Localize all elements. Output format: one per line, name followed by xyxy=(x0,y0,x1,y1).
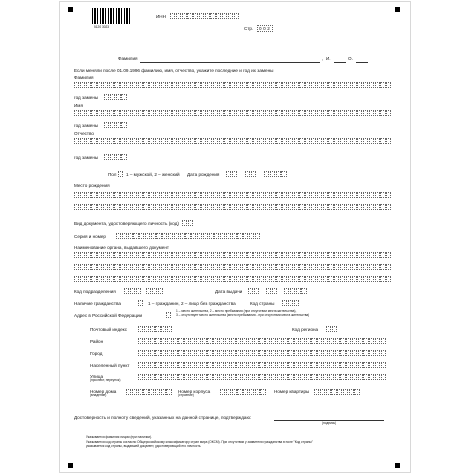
pol-hint: 1 – мужской, 2 – женский xyxy=(126,172,180,177)
familiya-cells[interactable] xyxy=(74,82,392,88)
confirm-text: Достоверность и полноту сведений, указанных на данной странице, подтверждаю: xyxy=(74,415,252,420)
nomer-korpusa-label: Номер корпуса xyxy=(178,389,211,394)
nomer-doma-label: Номер дома xyxy=(90,389,117,394)
god-zameny-1-cells[interactable] xyxy=(104,94,127,100)
otchestvo-label: Отчество xyxy=(74,131,94,136)
kod-podrazd-cells-1[interactable] xyxy=(124,288,141,294)
adres-hint-1: 1 – место жительства, 2 – место пребывания (при отсутствии места жительства), xyxy=(176,309,297,313)
data-vydachi-year[interactable] xyxy=(284,288,307,294)
naselennyi-punkt-label: Населенный пункт xyxy=(90,363,130,368)
footnote-1: Указывается фамилия лицом (при наличии). xyxy=(86,435,153,439)
i-line[interactable] xyxy=(334,62,346,63)
data-vydachi-day[interactable] xyxy=(248,288,260,294)
footnote-2: Указывается код страны согласно Общероссийскому классификатору стран мира (ОКСМ). При отсутствии у заявителя гражданства в поле "Код страны" xyxy=(86,440,313,444)
data-rozhdeniya-day[interactable] xyxy=(226,171,238,177)
gorod-label: Город xyxy=(90,351,103,356)
raion-cells[interactable] xyxy=(138,338,387,344)
pol-label: Пол xyxy=(108,172,117,177)
data-vydachi-month[interactable] xyxy=(266,288,278,294)
seriya-nomer-cells[interactable] xyxy=(116,233,261,239)
ulitsa-cells[interactable] xyxy=(138,374,387,380)
intro-text: Если меняли после 01.09.1996 фамилию, имя, отчество, укажите последние и год их замены xyxy=(74,68,274,73)
nomer-doma-hint: (владение) xyxy=(90,393,107,397)
nomer-doma-cells[interactable] xyxy=(126,389,172,395)
god-zameny-2-label: год замены xyxy=(74,123,99,128)
gorod-cells[interactable] xyxy=(138,350,387,356)
nomer-kvartiry-label: Номер квартиры xyxy=(274,389,310,394)
kod-regiona-cells[interactable] xyxy=(326,326,338,332)
god-zameny-1-label: год замены xyxy=(74,95,99,100)
data-vydachi-label: Дата выдачи xyxy=(215,289,243,294)
form-page xyxy=(60,2,410,472)
inn-cells[interactable] xyxy=(170,13,239,19)
naim-organa-cells-3[interactable] xyxy=(74,276,392,282)
nomer-korpusa-cells[interactable] xyxy=(220,389,266,395)
otchestvo-cells[interactable] xyxy=(74,138,392,144)
grazhdanstvo-hint: 1 – гражданин, 2 – лицо без гражданства xyxy=(148,301,236,306)
kod-strany-cells[interactable] xyxy=(282,300,299,306)
nomer-kvartiry-cells[interactable] xyxy=(314,389,360,395)
o-label: О. xyxy=(348,56,353,61)
barcode xyxy=(92,8,132,24)
adres-label: Адрес в Российской Федерации xyxy=(74,313,143,318)
god-zameny-3-cells[interactable] xyxy=(104,154,127,160)
pochtovyi-indeks-cells[interactable] xyxy=(138,326,173,332)
corner-marker-top-left xyxy=(68,7,73,12)
o-line[interactable] xyxy=(356,62,368,63)
corner-marker-top-right xyxy=(395,7,400,12)
naim-organa-label: Наименование органа, выдавшего документ xyxy=(74,245,169,250)
vid-dokumenta-label: Вид документа, удостоверяющего личность (код) xyxy=(74,221,179,226)
corner-marker-bottom-left xyxy=(68,463,73,468)
ulitsa-label: Улица xyxy=(90,374,104,379)
adres-hint-2: 3 – отсутствует место жительства (место пребывания - при отсутствии места жительства) xyxy=(176,313,310,317)
kod-podrazd-cells-2[interactable] xyxy=(146,288,163,294)
familiya-label: Фамилия xyxy=(74,75,94,80)
seriya-nomer-label: Серия и номер xyxy=(74,234,106,239)
corner-marker-bottom-right xyxy=(395,463,400,468)
raion-label: Район xyxy=(90,339,104,344)
i-label: И. xyxy=(326,56,331,61)
god-zameny-2-cells[interactable] xyxy=(104,122,127,128)
kod-strany-label: Код страны xyxy=(250,301,275,306)
data-rozhdeniya-month[interactable] xyxy=(245,171,257,177)
data-rozhdeniya-label: Дата рождения xyxy=(187,172,220,177)
page-number: 002 xyxy=(259,26,272,31)
mesto-rozhdeniya-cells-1[interactable] xyxy=(74,192,392,198)
naselennyi-punkt-cells[interactable] xyxy=(138,362,387,368)
nomer-korpusa-hint: (строение) xyxy=(178,393,194,397)
surname-row-label: Фамилия xyxy=(118,56,138,61)
god-zameny-3-label: год замены xyxy=(74,155,99,160)
naim-organa-cells-1[interactable] xyxy=(74,252,392,258)
surname-sep: , xyxy=(322,56,324,61)
mesto-rozhdeniya-label: Место рождения xyxy=(74,183,110,188)
grazhdanstvo-label: Наличие гражданства xyxy=(74,301,121,306)
inn-label: ИНН xyxy=(156,14,166,19)
kod-podrazd-label: Код подразделения xyxy=(74,289,116,294)
imya-label: Имя xyxy=(74,103,83,108)
page-label: Стр. xyxy=(244,26,254,31)
barcode-number: 5120 3023 xyxy=(94,25,110,29)
naim-organa-cells-2[interactable] xyxy=(74,264,392,270)
surname-line[interactable] xyxy=(140,62,320,63)
kod-regiona-label: Код региона xyxy=(292,327,319,332)
vid-dokumenta-cells[interactable] xyxy=(182,220,194,226)
ulitsa-hint: (проспект, переулок) xyxy=(90,378,121,382)
data-rozhdeniya-year[interactable] xyxy=(264,171,287,177)
pochtovyi-indeks-label: Почтовый индекс xyxy=(90,327,128,332)
imya-cells[interactable] xyxy=(74,110,392,116)
pol-cell[interactable] xyxy=(118,171,124,177)
grazhdanstvo-cell[interactable] xyxy=(138,300,144,306)
footnote-3: указывается код страны, выдавшей документ, удостоверяющий его личность. xyxy=(86,444,202,448)
mesto-rozhdeniya-cells-2[interactable] xyxy=(74,204,392,210)
signature-hint: (подпись) xyxy=(322,421,337,425)
adres-cell[interactable] xyxy=(166,312,172,318)
